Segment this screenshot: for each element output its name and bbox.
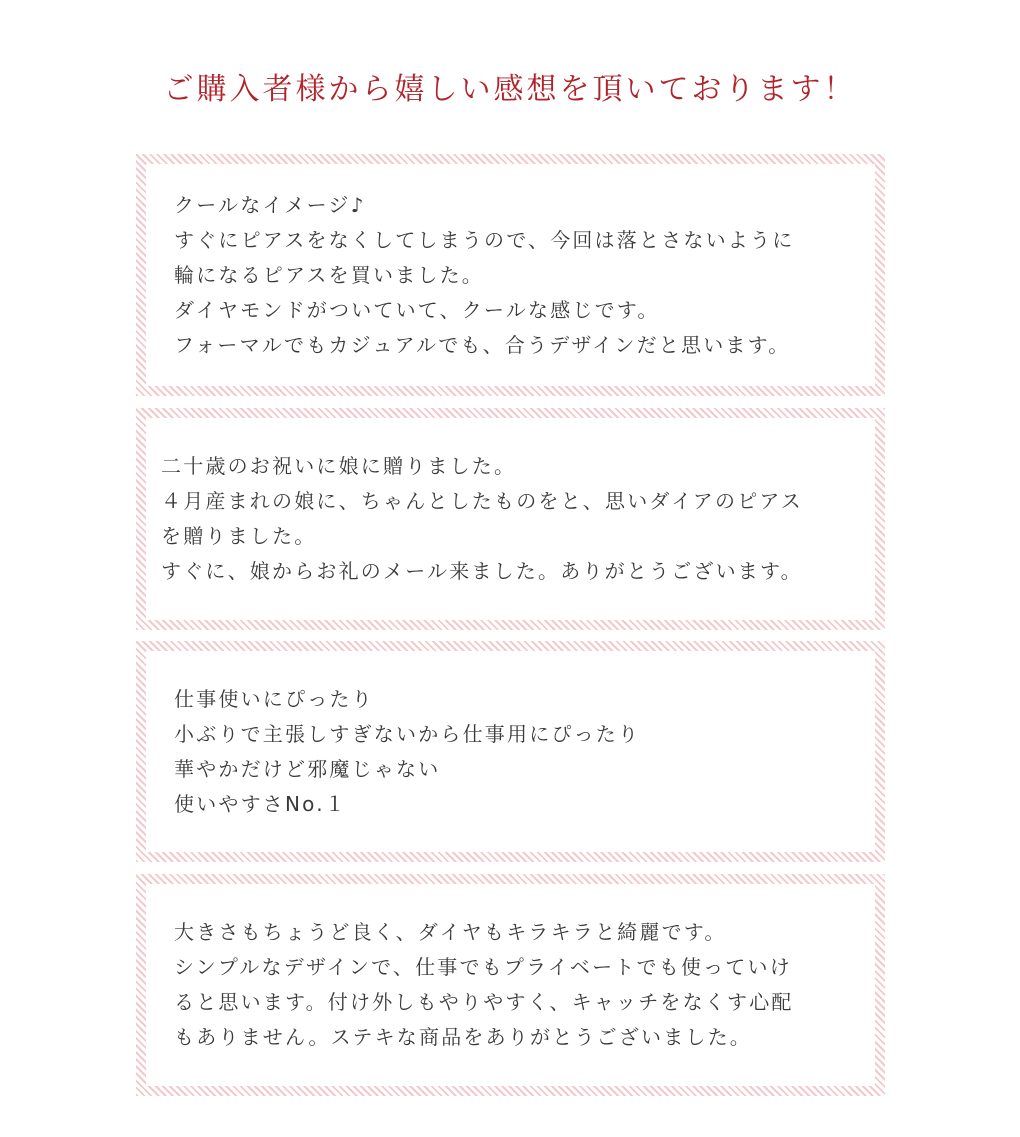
review-line: すぐに、娘からお礼のメール来ました。ありがとうございます。 bbox=[161, 559, 803, 583]
review-line: を贈りました。 bbox=[161, 524, 317, 548]
review-line: フォーマルでもカジュアルでも、合うデザインだと思います。 bbox=[174, 332, 791, 357]
review-card-body bbox=[146, 418, 875, 620]
review-card-body bbox=[146, 651, 875, 852]
review-card bbox=[136, 874, 885, 1096]
review-line: 仕事使いにぴったり bbox=[174, 686, 374, 711]
page-title: ご購入者様から嬉しい感想を頂いております！ bbox=[163, 72, 857, 107]
review-line: 二十歳のお祝いに娘に贈りました。 bbox=[161, 454, 517, 478]
review-line: すぐにピアスをなくしてしまうので、今回は落とさないように bbox=[174, 227, 795, 252]
review-line: ダイヤモンドがついていて、クールな感じです。 bbox=[174, 297, 660, 322]
review-line: ると思います。付け外しもやりやすく、キャッチをなくす心配 bbox=[174, 990, 794, 1014]
review-line: 使いやすさNo.１ bbox=[174, 791, 348, 816]
review-card bbox=[136, 154, 885, 396]
review-card-body bbox=[146, 884, 875, 1086]
review-line: 小ぶりで主張しすぎないから仕事用にぴったり bbox=[174, 721, 641, 746]
review-line: ４月産まれの娘に、ちゃんとしたものをと、思いダイアのピアス bbox=[161, 489, 803, 513]
review-card bbox=[136, 408, 885, 630]
review-card-body bbox=[146, 164, 875, 386]
review-card bbox=[136, 641, 885, 862]
review-line: シンプルなデザインで、仕事でもプライベートでも使っていけ bbox=[174, 955, 792, 979]
review-line: 大きさもちょうど良く、ダイヤもキラキラと綺麗です。 bbox=[174, 920, 727, 944]
review-line: 輪になるピアスを買いました。 bbox=[174, 262, 484, 287]
review-line: もありません。ステキな商品をありがとうございました。 bbox=[174, 1025, 752, 1049]
review-line: 華やかだけど邪魔じゃない bbox=[174, 756, 441, 781]
review-line: クールなイメージ♪ bbox=[174, 192, 366, 217]
